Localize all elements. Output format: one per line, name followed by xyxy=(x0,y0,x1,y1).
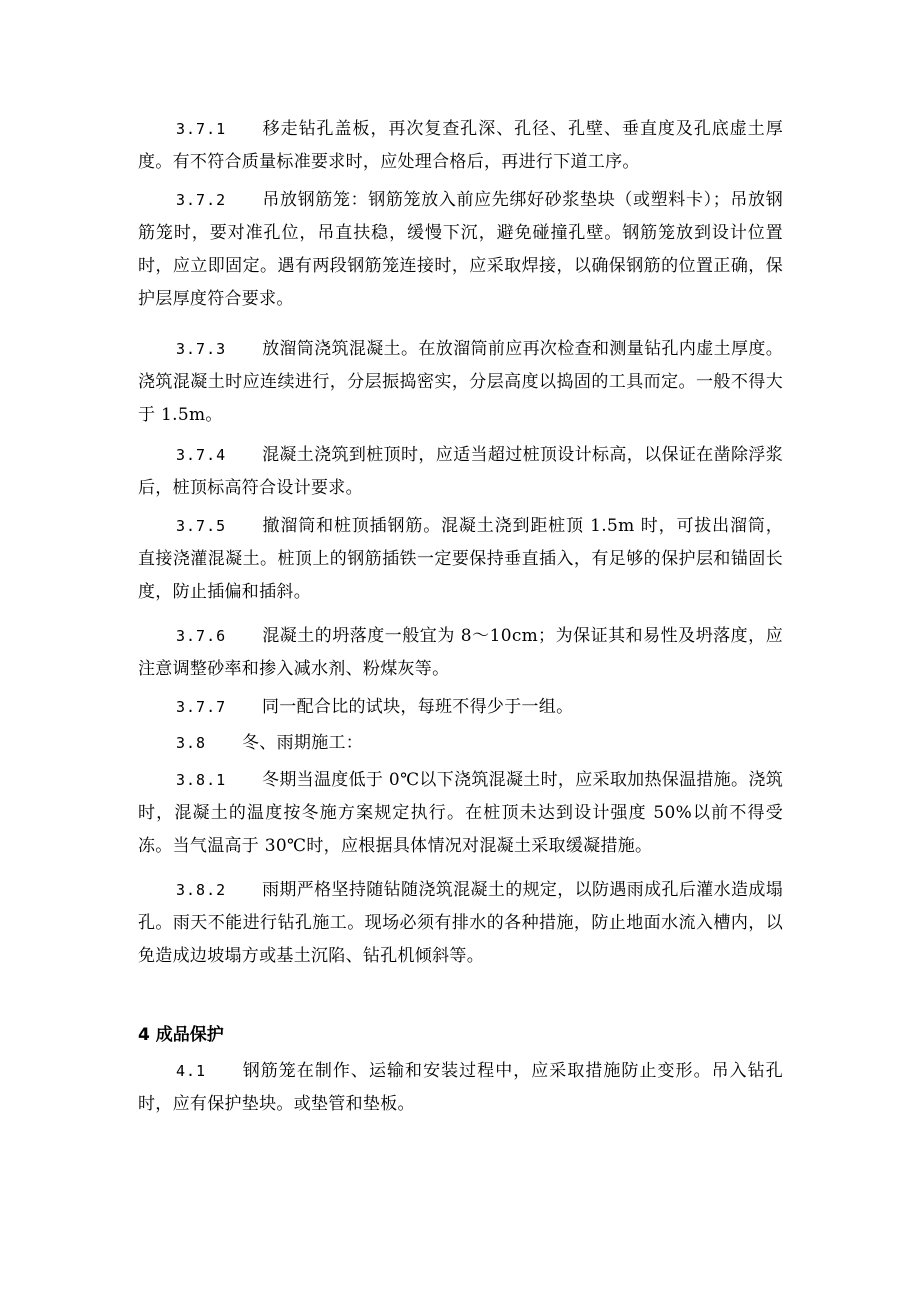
paragraph-3-7-6 xyxy=(138,620,783,686)
paragraph-4-1 xyxy=(138,1055,783,1121)
clause-text: 混凝土的坍落度一般宜为 8～10cm；为保证其和易性及坍落度，应注意调整砂率和掺入减水剂、粉煤灰等。 xyxy=(138,626,783,679)
clause-number: 3.7.3 xyxy=(176,340,227,358)
clause-number: 3.7.4 xyxy=(176,446,227,464)
clause-text: 雨期严格坚持随钻随浇筑混凝土的规定，以防遇雨成孔后灌水造成塌孔。雨天不能进行钻孔施工。现场必须有排水的各种措施，防止地面水流入槽内，以免造成边坡塌方或基土沉陷、钻孔机倾斜等。 xyxy=(138,880,783,966)
paragraph-3-7-5 xyxy=(138,510,783,609)
paragraph-3-8-2 xyxy=(138,874,783,973)
paragraph-3-8-1 xyxy=(138,764,783,863)
paragraph-3-7-1 xyxy=(138,113,783,179)
clause-text: 冬、雨期施工： xyxy=(242,733,364,753)
paragraph-3-7-7 xyxy=(138,691,783,724)
clause-number: 3.7.1 xyxy=(176,120,227,138)
paragraph-3-7-4 xyxy=(138,439,783,505)
clause-text: 放溜筒浇筑混凝土。在放溜筒前应再次检查和测量钻孔内虚土厚度。浇筑混凝土时应连续进行，分层振捣密实，分层高度以捣固的工具而定。一般不得大于 1.5m。 xyxy=(138,339,783,425)
paragraph-3-8 xyxy=(138,727,783,760)
clause-text: 钢筋笼在制作、运输和安装过程中，应采取措施防止变形。吊入钻孔时，应有保护垫块。或垫管和垫板。 xyxy=(138,1061,783,1114)
section-heading: 4 成品保护 xyxy=(138,1025,224,1045)
clause-number: 3.7.5 xyxy=(176,517,227,535)
clause-text: 撤溜筒和桩顶插钢筋。混凝土浇到距桩顶 1.5m 时，可拔出溜筒，直接浇灌混凝土。桩顶上的钢筋插铁一定要保持垂直插入，有足够的保护层和锚固长度，防止插偏和插斜。 xyxy=(138,516,783,602)
clause-number: 4.1 xyxy=(176,1062,207,1080)
clause-number: 3.7.6 xyxy=(176,627,227,645)
clause-number: 3.8.2 xyxy=(176,881,227,899)
clause-number: 3.7.2 xyxy=(176,191,227,209)
clause-text: 冬期当温度低于 0℃以下浇筑混凝土时，应采取加热保温措施。浇筑时，混凝土的温度按冬施方案规定执行。在桩顶未达到设计强度 50%以前不得受冻。当气温高于 30℃时，应根据具体情况对混凝土采取缓凝措施。 xyxy=(138,770,783,856)
clause-text: 吊放钢筋笼：钢筋笼放入前应先绑好砂浆垫块（或塑料卡）；吊放钢筋笼时，要对准孔位，吊直扶稳，缓慢下沉，避免碰撞孔壁。钢筋笼放到设计位置时，应立即固定。遇有两段钢筋笼连接时，应采取焊接，以确保钢筋的位置正确，保护层厚度符合要求。 xyxy=(138,190,783,309)
clause-number: 3.8 xyxy=(176,734,207,752)
clause-text: 混凝土浇筑到桩顶时，应适当超过桩顶设计标高，以保证在凿除浮浆后，桩顶标高符合设计要求。 xyxy=(138,445,783,498)
clause-text: 同一配合比的试块，每班不得少于一组。 xyxy=(262,697,574,717)
clause-number: 3.7.7 xyxy=(176,698,227,716)
clause-text: 移走钻孔盖板，再次复查孔深、孔径、孔壁、垂直度及孔底虚土厚度。有不符合质量标准要求时，应处理合格后，再进行下道工序。 xyxy=(138,119,783,172)
clause-number: 3.8.1 xyxy=(176,771,227,789)
paragraph-3-7-3 xyxy=(138,333,783,432)
paragraph-3-7-2 xyxy=(138,184,783,316)
